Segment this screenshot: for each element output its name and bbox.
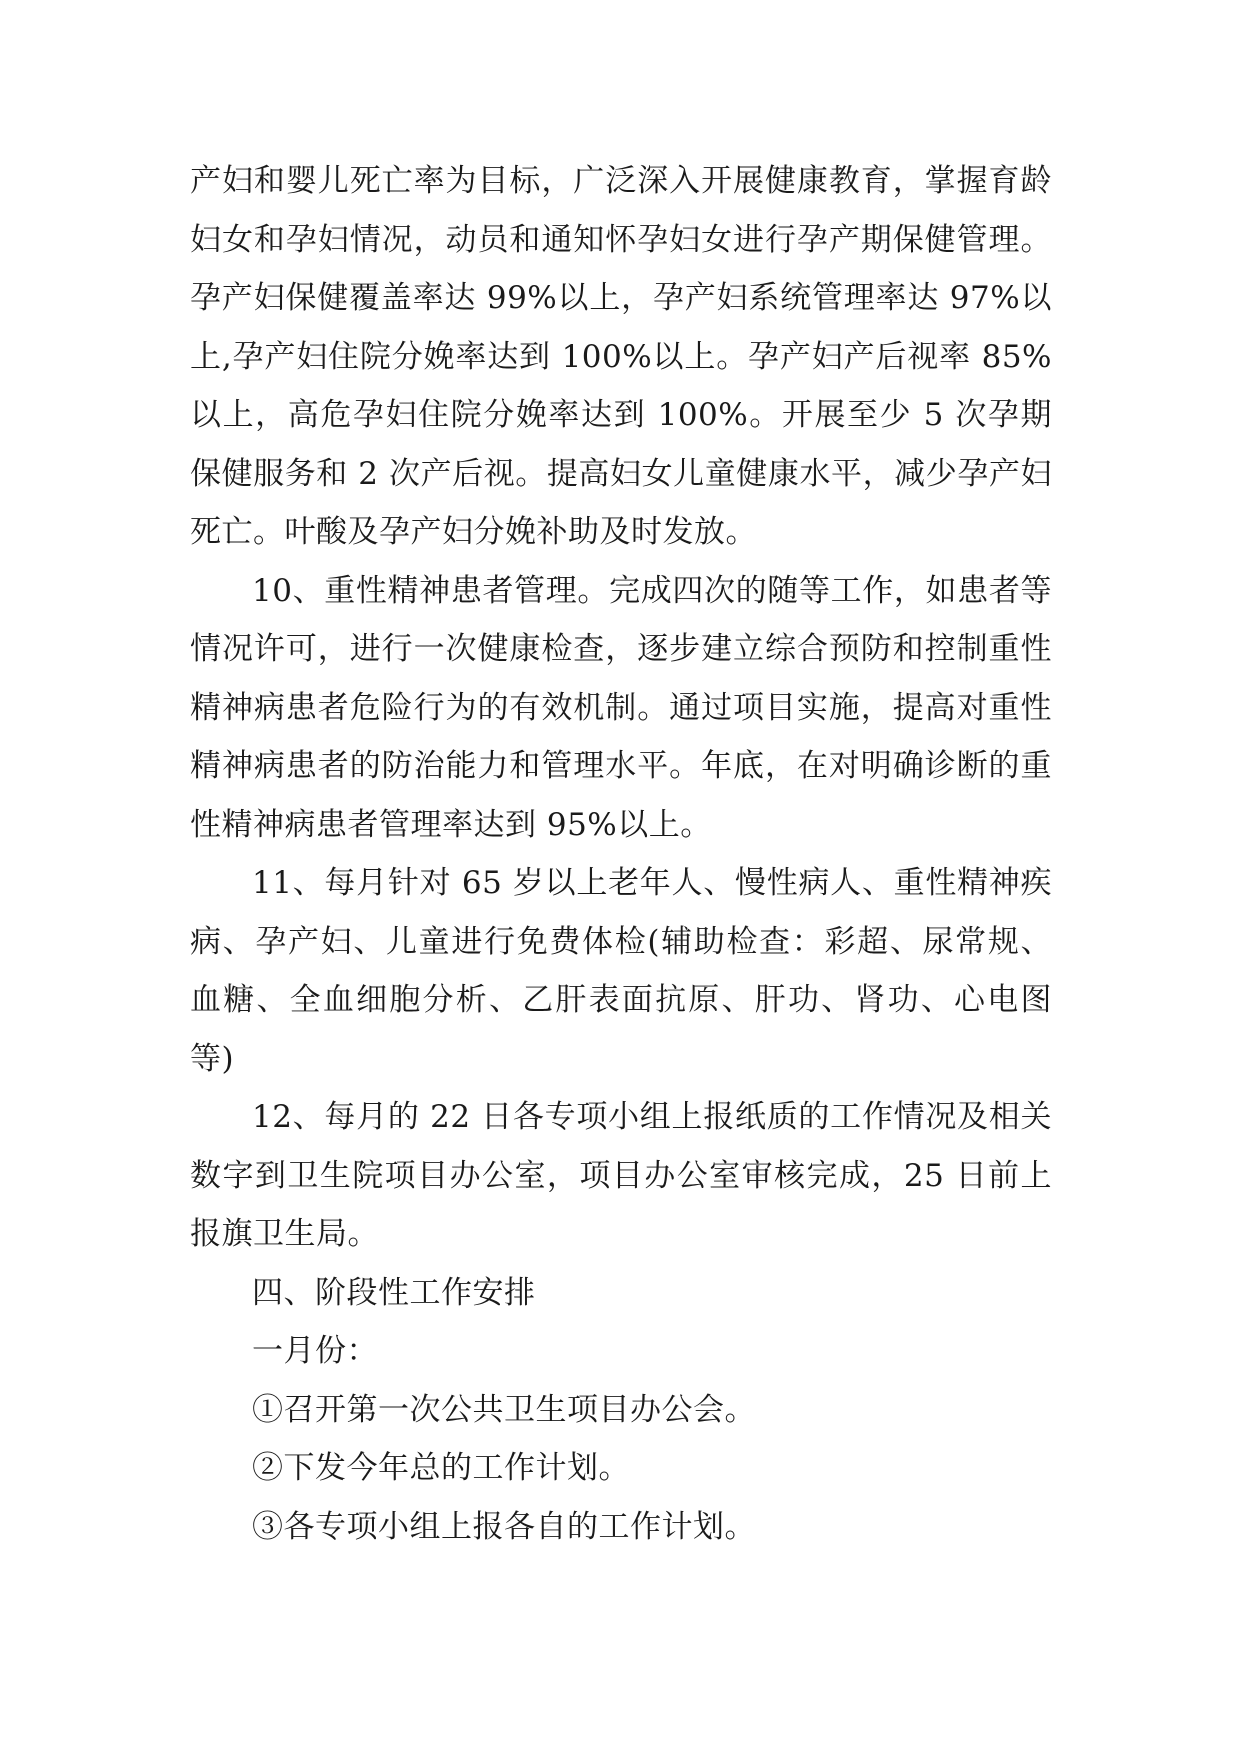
paragraph-item-10-mental-health: 10、重性精神患者管理。完成四次的随等工作，如患者等情况许可，进行一次健康检查，逐步建立综合预防和控制重性精神病患者危险行为的有效机制。通过项目实施，提高对重性精神病患者的防治能力和管理水平。年底，在对明确诊断的重性精神病患者管理率达到 95%以上。 — [190, 572, 1052, 843]
list-item-2: ②下发今年总的工作计划。 — [252, 1450, 630, 1486]
paragraph-item-11-free-checkup: 11、每月针对 65 岁以上老年人、慢性病人、重性精神疾病、孕产妇、儿童进行免费体检(辅助检查：彩超、尿常规、血糖、全血细胞分析、乙肝表面抗原、肝功、肾功、心电图等) — [190, 865, 1052, 1077]
paragraph-maternal-health: 产妇和婴儿死亡率为目标，广泛深入开展健康教育，掌握育龄妇女和孕妇情况，动员和通知怀孕妇女进行孕产期保健管理。孕产妇保健覆盖率达 99%以上，孕产妇系统管理率达 97%以上,孕产妇住院分娩率达到 100%以上。孕产妇产后视率 85%以上，高危孕妇住院分娩率达到 100%。开展至少 5 次孕期保健服务和 2 次产后视。提高妇女儿童健康水平，减少孕产妇死亡。叶酸及孕产妇分娩补助及时发放。 — [190, 163, 1052, 550]
subheading-january: 一月份： — [252, 1333, 378, 1369]
section-heading-phased-work: 四、阶段性工作安排 — [252, 1274, 536, 1311]
document-body — [190, 152, 1052, 1556]
list-item-3: ③各专项小组上报各自的工作计划。 — [252, 1508, 756, 1545]
paragraph-item-12-monthly-report: 12、每月的 22 日各专项小组上报纸质的工作情况及相关数字到卫生院项目办公室，项目办公室审核完成，25 日前上报旗卫生局。 — [190, 1099, 1052, 1252]
list-item-1: ①召开第一次公共卫生项目办公会。 — [252, 1391, 756, 1428]
